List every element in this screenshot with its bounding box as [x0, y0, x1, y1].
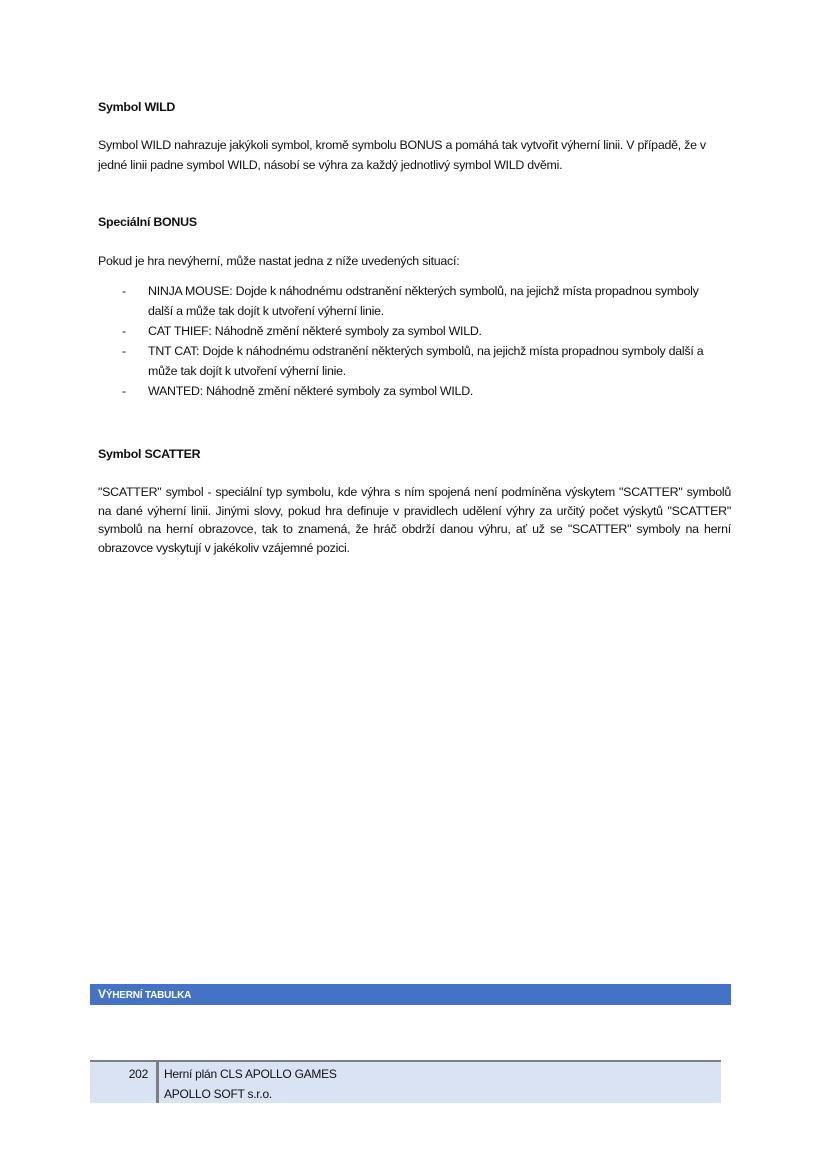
- page-footer: [90, 1060, 721, 1103]
- list-item-text: TNT CAT: Dojde k náhodnému odstranění některých symbolů, na jejichž místa propadnou symboly další a může tak dojít k utvoření výherní linie.: [148, 344, 704, 378]
- footer-title: Herní plán CLS APOLLO GAMES: [164, 1067, 337, 1081]
- section-bar-vyherni-tabulka: [90, 984, 731, 1005]
- heading-symbol-scatter: Symbol SCATTER: [98, 447, 201, 461]
- bonus-list: [98, 281, 708, 401]
- bullet: -: [122, 324, 126, 338]
- page-number: 202: [128, 1067, 148, 1081]
- bullet: -: [122, 384, 126, 398]
- list-item: [98, 281, 708, 321]
- list-item: [98, 321, 708, 341]
- list-item-text: NINJA MOUSE: Dojde k náhodnému odstranění některých symbolů, na jejichž místa propadnou symboly další a může tak dojít k utvoření výherní linie.: [148, 284, 699, 318]
- scatter-paragraph: "SCATTER" symbol - speciální typ symbolu, kde výhra s ním spojená není podmíněna výskytem "SCATTER" symbolů na dané výherní linii. Jinými slovy, pokud hra definuje v pravidlech udělení výhry za určitý počet výskytů "SCATTER" symbolů na herní obrazovce, tak to znamená, že hráč obdrží danou výhru, ať už se "SCATTER" symboly na herní obrazovce vyskytují v jakékoliv vzájemné pozici.: [98, 485, 731, 555]
- section-bar-initial: V: [98, 987, 106, 1001]
- list-item: [98, 381, 708, 401]
- footer-divider: [156, 1062, 159, 1103]
- bullet: -: [122, 284, 126, 298]
- list-item-text: CAT THIEF: Náhodně změní některé symboly za symbol WILD.: [148, 324, 482, 338]
- list-item: [98, 341, 708, 381]
- section-bar-title: ÝHERNÍ TABULKA: [105, 990, 192, 1001]
- heading-symbol-wild: Symbol WILD: [98, 100, 176, 114]
- bullet: -: [122, 344, 126, 358]
- list-item-text: WANTED: Náhodně změní některé symboly za symbol WILD.: [148, 384, 474, 398]
- heading-special-bonus: Speciální BONUS: [98, 215, 197, 229]
- wild-paragraph: Symbol WILD nahrazuje jakýkoli symbol, kromě symbolu BONUS a pomáhá tak vytvořit výherní linii. V případě, že v jedné linii padne symbol WILD, násobí se výhra za každý jednotlivý symbol WILD dvěmi.: [98, 138, 706, 172]
- bonus-intro: Pokud je hra nevýherní, může nastat jedna z níže uvedených situací:: [98, 254, 460, 268]
- footer-company: APOLLO SOFT s.r.o.: [164, 1087, 272, 1101]
